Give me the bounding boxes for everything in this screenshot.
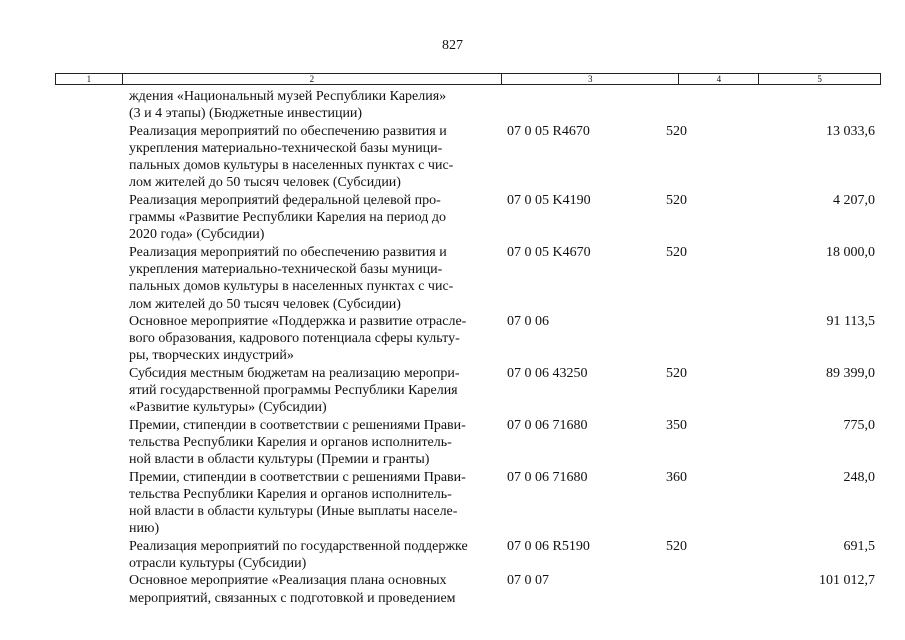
row-amount: 4 207,0 bbox=[833, 192, 875, 208]
row-code: 07 0 07 bbox=[507, 573, 549, 589]
row-description: Реализация мероприятий по обеспечению развития и укрепления материально-технической базы муници- пальных домов культуры в населенных пунктах с чис- лом жителей до 50 тысяч человек (Субсидии) bbox=[129, 244, 454, 312]
row-description: Основное мероприятие «Реализация плана основных мероприятий, связанных с подготовкой и проведением bbox=[129, 573, 456, 606]
table-row bbox=[0, 88, 905, 123]
row-code: 07 0 05 R4670 bbox=[507, 123, 590, 139]
row-amount: 18 000,0 bbox=[826, 244, 875, 260]
table-row bbox=[0, 538, 905, 573]
table-row bbox=[0, 417, 905, 469]
row-expense-type: 350 bbox=[666, 417, 687, 433]
row-amount: 775,0 bbox=[843, 417, 875, 433]
row-code: 07 0 05 K4190 bbox=[507, 192, 591, 208]
table-row bbox=[0, 192, 905, 244]
budget-table-body bbox=[0, 88, 905, 607]
table-row bbox=[0, 244, 905, 313]
table-row bbox=[0, 365, 905, 417]
page-number: 827 bbox=[442, 38, 463, 53]
row-description: Премии, стипендии в соответствии с решениями Прави- тельства Республики Карелия и органов исполнитель- ной власти в области культуры (Премии и гранты) bbox=[129, 417, 466, 468]
table-column-header bbox=[55, 73, 881, 85]
row-description: Реализация мероприятий по обеспечению развития и укрепления материально-технической базы муници- пальных домов культуры в населенных пунктах с чис- лом жителей до 50 тысяч человек (Субсидии) bbox=[129, 123, 454, 191]
row-code: 07 0 06 71680 bbox=[507, 469, 588, 485]
column-number-2: 2 bbox=[123, 74, 502, 84]
row-expense-type: 520 bbox=[666, 365, 687, 381]
table-row bbox=[0, 469, 905, 538]
column-number-1: 1 bbox=[56, 74, 123, 84]
column-number-3: 3 bbox=[502, 74, 680, 84]
row-amount: 13 033,6 bbox=[826, 123, 875, 139]
row-code: 07 0 05 K4670 bbox=[507, 244, 591, 260]
row-expense-type: 520 bbox=[666, 538, 687, 554]
table-row bbox=[0, 572, 905, 607]
row-expense-type: 520 bbox=[666, 123, 687, 139]
row-description: Основное мероприятие «Поддержка и развитие отрасле- вого образования, кадрового потенциала сферы культу- ры, творческих индустрий» bbox=[129, 313, 467, 364]
row-description: ждения «Национальный музей Республики Карелия» (3 и 4 этапы) (Бюджетные инвестиции) bbox=[129, 89, 447, 122]
row-amount: 89 399,0 bbox=[826, 365, 875, 381]
row-expense-type: 520 bbox=[666, 192, 687, 208]
column-number-4: 4 bbox=[679, 74, 759, 84]
table-row bbox=[0, 123, 905, 192]
row-amount: 101 012,7 bbox=[819, 573, 875, 589]
row-amount: 691,5 bbox=[843, 538, 875, 554]
row-amount: 91 113,5 bbox=[826, 313, 875, 329]
row-code: 07 0 06 43250 bbox=[507, 365, 588, 381]
row-description: Премии, стипендии в соответствии с решениями Прави- тельства Республики Карелия и органов исполнитель- ной власти в области культуры (Иные выплаты населе- нию) bbox=[129, 469, 466, 537]
row-code: 07 0 06 bbox=[507, 313, 549, 329]
table-row bbox=[0, 313, 905, 365]
column-number-5: 5 bbox=[817, 74, 822, 84]
row-code: 07 0 06 R5190 bbox=[507, 538, 590, 554]
row-amount: 248,0 bbox=[843, 469, 875, 485]
row-description: Реализация мероприятий федеральной целевой про- граммы «Развитие Республики Карелия на период до 2020 года» (Субсидии) bbox=[129, 192, 447, 243]
row-code: 07 0 06 71680 bbox=[507, 417, 588, 433]
row-description: Реализация мероприятий по государственной поддержке отрасли культуры (Субсидии) bbox=[129, 538, 468, 572]
row-expense-type: 360 bbox=[666, 469, 687, 485]
row-description: Субсидия местным бюджетам на реализацию меропри- ятий государственной программы Республики Карелия «Развитие культуры» (Субсидии) bbox=[129, 365, 460, 416]
row-expense-type: 520 bbox=[666, 244, 687, 260]
